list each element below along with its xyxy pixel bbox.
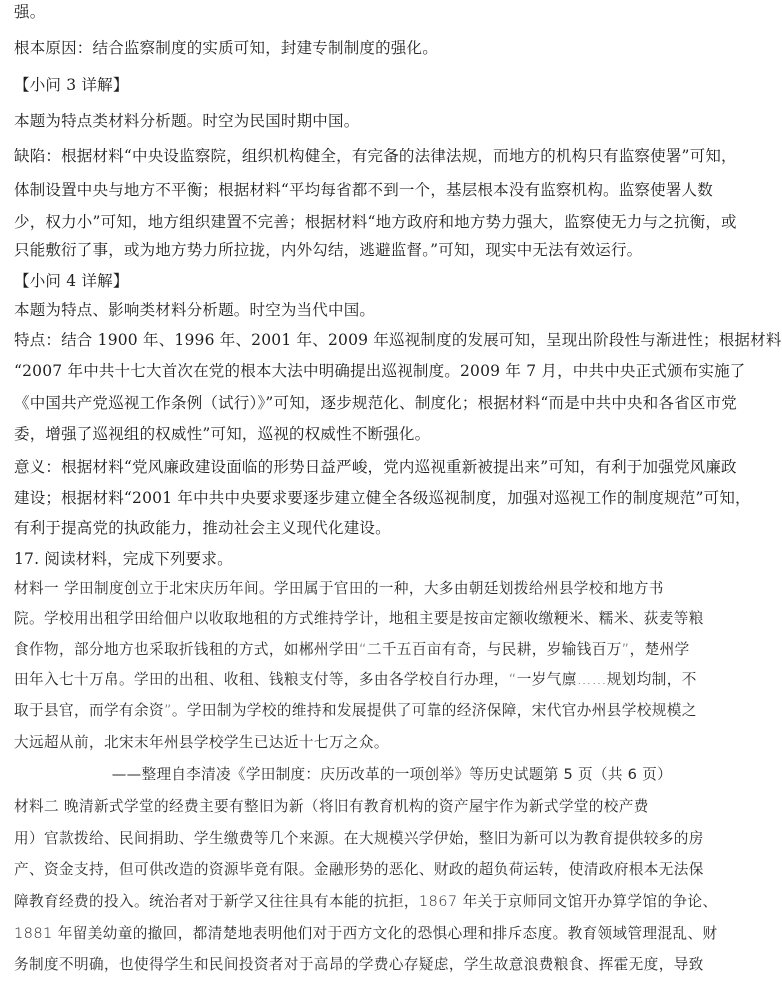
material-line: 产、资金支持，但可供改造的资源毕竟有限。金融形势的恶化、财政的超负荷运转，使清政府根本无法保 bbox=[14, 861, 704, 878]
material-line: 障教育经费的投入。统治者对于新学又往往具有本能的抗拒，1867 年关于京师同文馆开办算学馆的争论、 bbox=[14, 893, 718, 910]
text-line: 缺陷：根据材料“中央设监察院，组织机构健全，有完备的法律法规，而地方的机构只有监察使署”可知， bbox=[14, 147, 737, 165]
text-line: 特点：结合 1900 年、1996 年、2001 年、2009 年巡视制度的发展可知，呈现出阶段性与渐进性；根据材料 bbox=[14, 331, 782, 349]
material-source: ——整理自李清凌《学田制度：庆历改革的一项创举》等历史试题第 5 页（共 6 页） bbox=[111, 766, 672, 783]
material-line: 食作物，部分地方也采取折钱租的方式，如郴州学田“二千五百亩有奇，与民耕，岁输钱百万”，楚州学 bbox=[14, 641, 690, 658]
text-line: “2007 年中共十七大首次在党的根本大法中明确提出巡视制度。2009 年 7 月，中共中央正式颁布实施了 bbox=[14, 362, 746, 380]
material-line: 院。学校用出租学田给佃户以收取地租的方式维持学计，地租主要是按亩定额收缴粳米、糯米、荻麦等粮 bbox=[14, 610, 704, 627]
section-heading: 【小问 3 详解】 bbox=[14, 76, 129, 94]
text-line: 《中国共产党巡视工作条例（试行）》”可知，逐步规范化、制度化；根据材料“而是中共中央和各省区市党 bbox=[14, 394, 737, 412]
text-line: 本题为特点类材料分析题。时空为民国时期中国。 bbox=[14, 112, 360, 130]
section-heading: 【小问 4 详解】 bbox=[14, 272, 129, 290]
text-line: 强。 bbox=[14, 3, 46, 21]
material-line: 用）官款拨给、民间捐助、学生缴费等几个来源。在大规模兴学伊始，整旧为新可以为教育提供较多的房 bbox=[14, 830, 704, 847]
material-line: 田年入七十万帛。学田的出租、收租、钱粮支付等，多由各学校自行办理，“一岁气廪……规划均制，不 bbox=[14, 671, 697, 688]
text-line: 只能敷衍了事，或为地方势力所拉拢，内外勾结，逃避监督。”可知，现实中无法有效运行。 bbox=[14, 241, 643, 259]
material-line: 大远超从前，北宋末年州县学校学生已达近十七万之众。 bbox=[14, 734, 389, 751]
material-line: 务制度不明确，也使得学生和民间投资者对于高昂的学费心存疑虑，学生故意浪费粮食、挥霍无度，导致 bbox=[14, 956, 704, 973]
question-heading: 17. 阅读材料，完成下列要求。 bbox=[14, 550, 233, 568]
material-line: 1881 年留美幼童的撤回，都清楚地表明他们对于西方文化的恐惧心理和排斥态度。教育领域管理混乱、财 bbox=[14, 925, 718, 942]
text-line: 体制设置中央与地方不平衡；根据材料“平均每省都不到一个，基层根本没有监察机构。监察使署人数 bbox=[14, 181, 713, 199]
text-line: 委，增强了巡视组的权威性”可知，巡视的权威性不断强化。 bbox=[14, 425, 431, 443]
material-line: 取于县官，而学有余资”。学田制为学校的维持和发展提供了可靠的经济保障，宋代官办州县学校规模之 bbox=[14, 702, 697, 719]
text-line: 建设；根据材料“2001 年中共中央要求要逐步建立健全各级巡视制度，加强对巡视工作的制度规范”可知， bbox=[14, 489, 751, 507]
material-line: 材料二 晚清新式学堂的经费主要有整旧为新（将旧有教育机构的资产屋宇作为新式学堂的校产费 bbox=[14, 798, 649, 815]
text-line: 本题为特点、影响类材料分析题。时空为当代中国。 bbox=[14, 301, 376, 319]
text-line: 意义：根据材料“党风廉政建设面临的形势日益严峻，党内巡视重新被提出来”可知，有利于加强党风廉政 bbox=[14, 458, 737, 476]
material-line: 材料一 学田制度创立于北宋庆历年间。学田属于官田的一种，大多由朝廷划拨给州县学校和地方书 bbox=[14, 580, 664, 597]
text-line: 少，权力小”可知，地方组织建置不完善；根据材料“地方政府和地方势力强大，监察使无力与之抗衡，或 bbox=[14, 213, 737, 231]
text-line: 有利于提高党的执政能力，推动社会主义现代化建设。 bbox=[14, 519, 391, 537]
text-line: 根本原因：结合监察制度的实质可知，封建专制制度的强化。 bbox=[14, 39, 438, 57]
